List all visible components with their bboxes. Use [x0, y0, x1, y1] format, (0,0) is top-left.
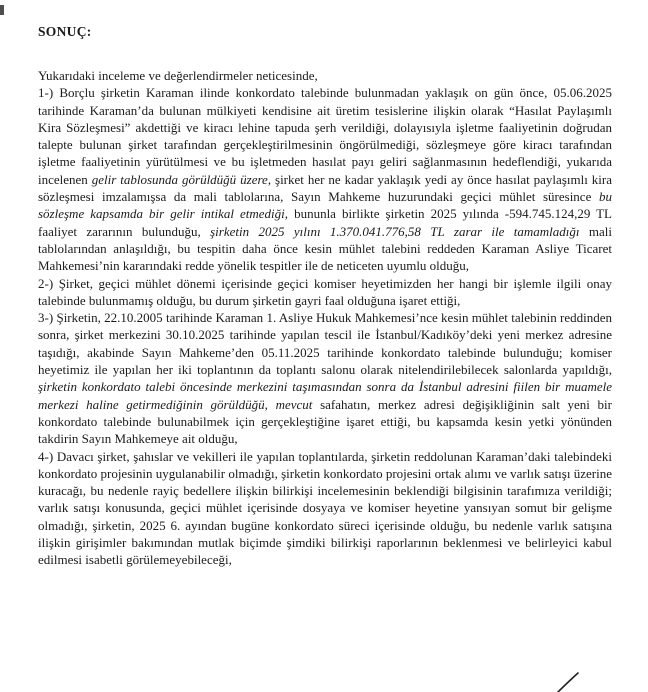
scan-artifact [0, 5, 4, 15]
conclusion-heading: SONUÇ: [38, 24, 92, 39]
paragraph-4: 4-) Davacı şirket, şahıslar ve vekilleri ile yapılan toplantılarda, şirketin reddolunan Karaman’daki talebindeki konkordato projesinin uygulanabilir olmadığı, şirketin konkordato projesini ortak alımı ve varlık satışı üzerine kuracağı, bu nedenle rayiç bedellere ilişkin bilirkişi incelemesinin beklendiği bilgisinin tarafımıza verildiği; varlık satışı konusunda, geçici mühlet içerisinde dosyaya ve komiser heyetine yansıyan somut bir gelişme olmadığı, şirketin, 2025 6. ayından bugüne konkordato süreci içerisinde olduğu, bu nedenle varlık satışına ilişkin girişimler bakımından mutlak biçimde şimdiki bilirkişi raporlarının beklenmesi ve belirleyici kabul edilmesi isabetli görülemeyebileceği, [38, 448, 612, 568]
paragraph-1: 1-) Borçlu şirketin Karaman ilinde konkordato talebinde bulunmadan yaklaşık on gün önce, 05.06.2025 tarihinde Karaman’da bulunan mülkiyeti kendisine ait üretim tesislerine ilişkin olarak “Hasılat Paylaşımlı Kira Sözleşmesi” akdettiği ve kiracı lehine tapuda şerh verildiği, dolayısıyla işletme faaliyetinin doğrudan talepte bulunan şirket tarafından gerçekleştirilmesinin öngörülmediği, sözleşmeye göre kiracı tarafından işletme faaliyetinin yürütülmesi ve bu işletmeden hasılat payı geliri sağlanmasının hedeflendiği, yukarıda incelenen gelir tablosunda görüldüğü üzere, şirket her ne kadar yaklaşık yedi ay önce hasılat paylaşımlı kira sözleşmesi imzalamışsa da mali tablolarına, Sayın Mahkeme huzurundaki geçici mühlet süresince bu sözleşme kapsamda bir gelir intikal etmediği, bununla birlikte şirketin 2025 yılında -594.745.124,29 TL faaliyet zararının bulunduğu, şirketin 2025 yılını 1.370.041.776,58 TL zarar ile tamamladığı mali tablolarından anlaşıldığı, bu tespitin daha önce kesin mühlet talebini reddeden Karaman Asliye Ticaret Mahkemesi’nin kararındaki redde yönelik tespitler ile de neticeten uyumlu olduğu, [38, 85, 613, 274]
paragraph-2: 2-) Şirket, geçici mühlet dönemi içerisinde geçici komiser heyetimizden her hangi bir işlemle ilgili onay talebinde bulunmamış olduğu, bu durum şirketin gayri faal olduğuna işaret ettiği, [38, 275, 612, 308]
pen-stroke [540, 652, 648, 692]
intro-line: Yukarıdaki inceleme ve değerlendirmeler neticesinde, [38, 68, 318, 83]
paragraph-3: 3-) Şirketin, 22.10.2005 tarihinde Karaman 1. Asliye Hukuk Mahkemesi’nce kesin mühlet talebinin reddinden sonra, şirket merkezini 30.10.2025 tarihinde yapılan tescil ile İstanbul/Kadıköy’deki yeni merkez adresine taşıdığı, akabinde Sayın Mahkeme’den 05.11.2025 tarihinde konkordato talebinde bulunduğu; komiser heyetimiz ile yapılan her iki toplantının da toplantı salonu olarak nitelendirilebilecek salonlarda yapıldığı, şirketin konkordato talebi öncesinde merkezini taşımasından sonra da İstanbul adresini fiilen bir muamele merkezi haline getirmediğinin görüldüğü, mevcut safahatın, merkez adresi değişikliğinin salt yeni bir konkordato talebinde bulunabilmek için gerçekleştiğine işaret ettiği, bu kapsamda kesin yetki yönünden takdirin Sayın Mahkemeye ait olduğu, [38, 310, 613, 447]
